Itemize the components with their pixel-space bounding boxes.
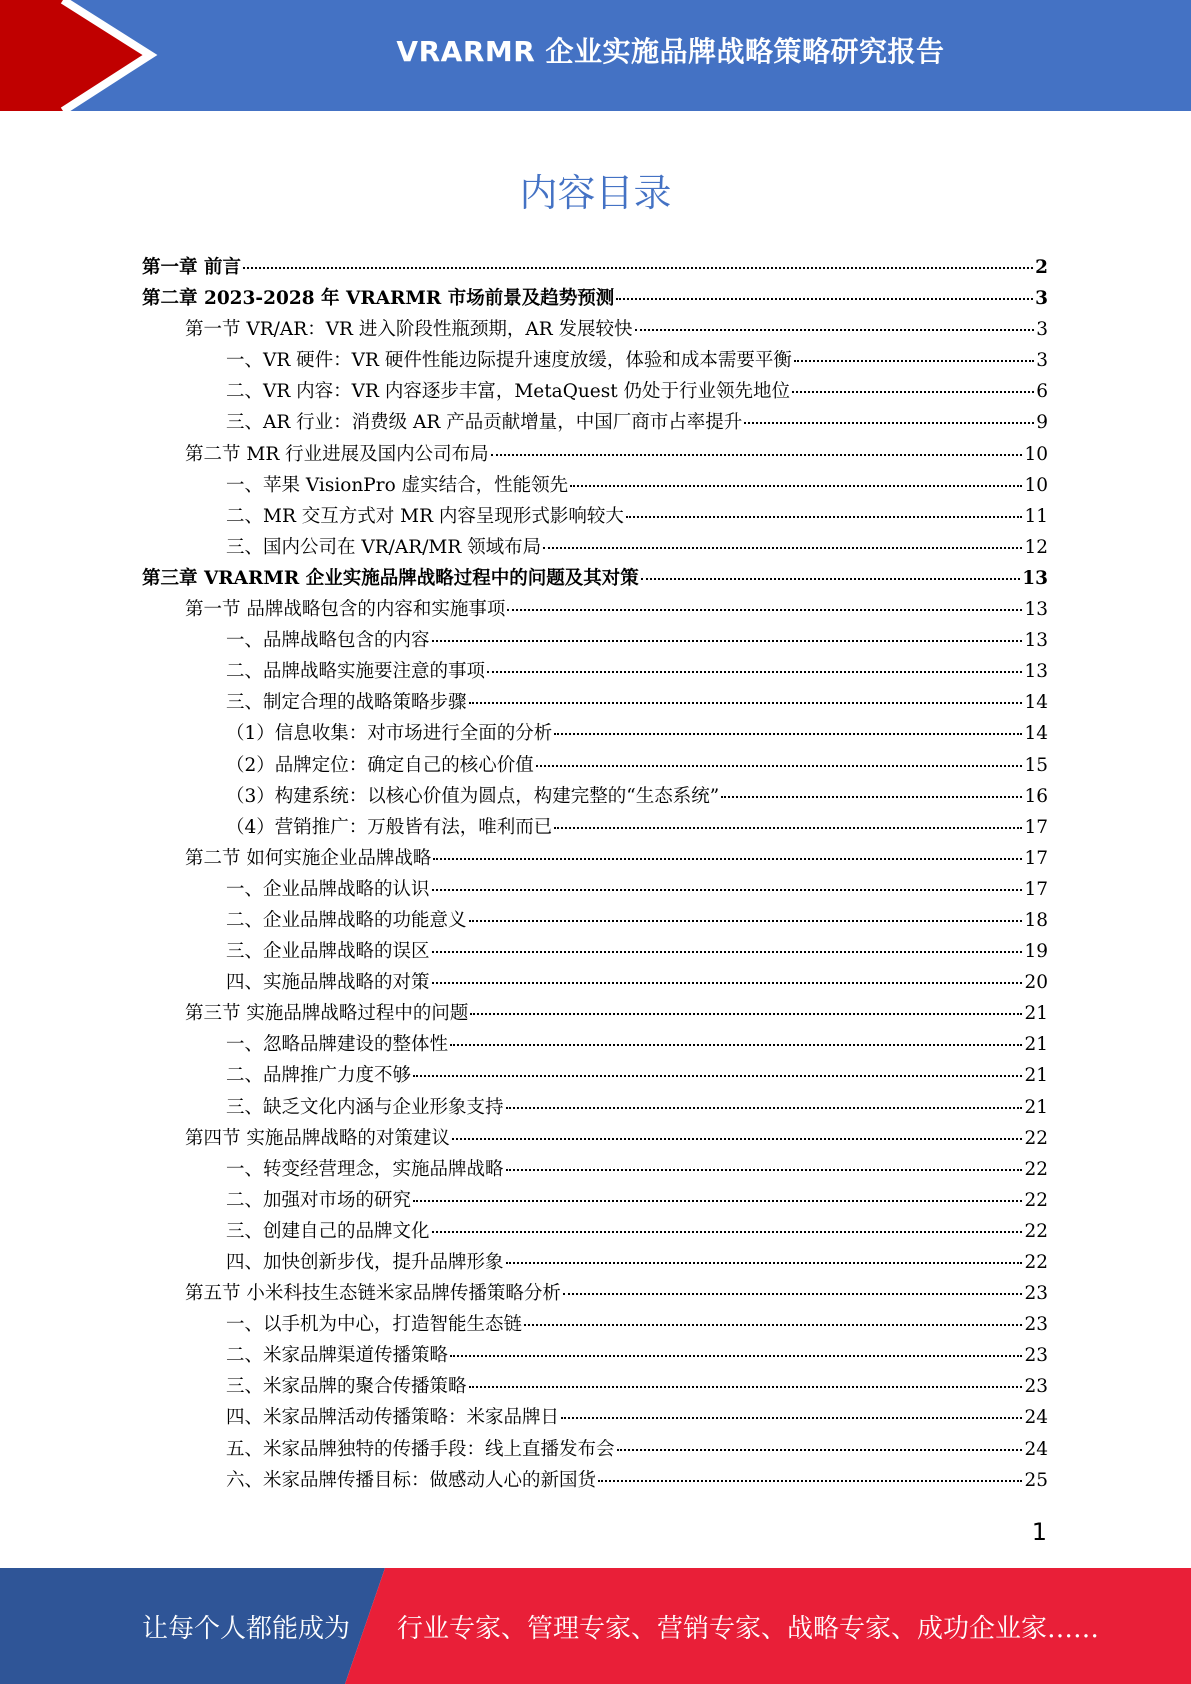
toc-dot-leader: [524, 1324, 1022, 1326]
toc-dot-leader: [469, 920, 1023, 922]
toc-dot-leader: [635, 329, 1035, 331]
toc-dot-leader: [243, 267, 1033, 269]
toc-entry[interactable]: [142, 1341, 1048, 1372]
toc-entry[interactable]: [142, 937, 1048, 968]
toc-entry-title: 二、米家品牌渠道传播策略: [226, 1345, 449, 1367]
toc-entry-title: 第五节 小米科技生态链米家品牌传播策略分析: [185, 1283, 561, 1305]
footer-band: [0, 1568, 1191, 1684]
toc-entry-page: 17: [1024, 847, 1048, 869]
toc-entry[interactable]: [142, 315, 1048, 346]
toc-entry-page: 21: [1024, 1003, 1048, 1025]
toc-entry-page: 11: [1024, 505, 1048, 527]
toc-entry-page: 3: [1035, 288, 1048, 310]
toc-entry-page: 13: [1024, 661, 1048, 683]
toc-entry-page: 13: [1024, 599, 1048, 621]
toc-entry-title: 一、苹果 VisionPro 虚实结合，性能领先: [226, 474, 569, 496]
toc-entry[interactable]: [142, 533, 1048, 564]
toc-entry[interactable]: [142, 1093, 1048, 1124]
toc-dot-leader: [432, 640, 1023, 642]
toc-entry-page: 21: [1024, 1034, 1048, 1056]
toc-dot-leader: [507, 609, 1022, 611]
toc-entry-title: 三、国内公司在 VR/AR/MR 领域布局: [226, 536, 542, 558]
toc-entry-title: 五、米家品牌独特的传播手段：线上直播发布会: [226, 1438, 615, 1460]
toc-dot-leader: [561, 1417, 1022, 1419]
toc-entry-title: 第四节 实施品牌战略的对策建议: [185, 1127, 450, 1149]
toc-entry-page: 20: [1024, 972, 1048, 994]
toc-entry-page: 25: [1024, 1469, 1048, 1491]
toc-entry-page: 22: [1024, 1158, 1048, 1180]
toc-entry-title: （2）品牌定位：确定自己的核心价值: [226, 754, 534, 776]
toc-entry-page: 23: [1024, 1345, 1048, 1367]
toc-entry-title: 三、企业品牌战略的误区: [226, 941, 430, 963]
toc-dot-leader: [554, 827, 1022, 829]
toc-entry-page: 15: [1024, 754, 1048, 776]
toc-entry[interactable]: [142, 906, 1048, 937]
toc-entry[interactable]: [142, 564, 1048, 595]
toc-entry[interactable]: [142, 688, 1048, 719]
toc-entry-page: 14: [1024, 723, 1048, 745]
toc-entry-title: 三、缺乏文化内涵与企业形象支持: [226, 1096, 504, 1118]
toc-dot-leader: [432, 1231, 1023, 1233]
toc-dot-leader: [598, 1480, 1022, 1482]
toc-dot-leader: [563, 1293, 1023, 1295]
toc-dot-leader: [536, 765, 1023, 767]
toc-dot-leader: [506, 1169, 1023, 1171]
toc-entry-page: 10: [1024, 474, 1048, 496]
toc-entry[interactable]: [142, 253, 1048, 284]
toc-entry[interactable]: [142, 719, 1048, 750]
toc-dot-leader: [794, 360, 1034, 362]
toc-dot-leader: [617, 1449, 1023, 1451]
toc-entry-page: 3: [1036, 319, 1048, 341]
toc-entry[interactable]: [142, 377, 1048, 408]
toc-entry-page: 22: [1024, 1127, 1048, 1149]
toc-dot-leader: [432, 889, 1023, 891]
toc-entry-page: 22: [1024, 1189, 1048, 1211]
toc-dot-leader: [744, 422, 1034, 424]
toc-dot-leader: [432, 982, 1023, 984]
toc-entry-title: 第三章 VRARMR 企业实施品牌战略过程中的问题及其对策: [142, 567, 639, 589]
toc-entry-title: （3）构建系统：以核心价值为圆点，构建完整的“生态系统”: [226, 785, 720, 807]
toc-dot-leader: [506, 1107, 1023, 1109]
toc-entry-title: 第一节 VR/AR：VR 进入阶段性瓶颈期，AR 发展较快: [185, 319, 633, 341]
toc-entry-page: 13: [1024, 630, 1048, 652]
toc-entry[interactable]: [142, 1155, 1048, 1186]
toc-entry-page: 24: [1024, 1407, 1048, 1429]
toc-entry-page: 9: [1036, 412, 1048, 434]
toc-dot-leader: [721, 796, 1022, 798]
toc-dot-leader: [469, 1386, 1023, 1388]
toc-entry-title: 一、忽略品牌建设的整体性: [226, 1034, 449, 1056]
toc-entry[interactable]: [142, 595, 1048, 626]
toc-entry-title: 第一章 前言: [142, 257, 241, 278]
toc-entry[interactable]: [142, 1435, 1048, 1466]
toc-entry[interactable]: [142, 875, 1048, 906]
toc-entry-title: 一、VR 硬件：VR 硬件性能边际提升速度放缓，体验和成本需要平衡: [226, 350, 792, 372]
toc-dot-leader: [616, 298, 1033, 300]
toc-entry-page: 6: [1036, 381, 1048, 403]
toc-entry-title: 四、实施品牌战略的对策: [226, 972, 430, 994]
toc-entry-page: 24: [1024, 1438, 1048, 1460]
toc-entry-title: 二、品牌推广力度不够: [226, 1065, 412, 1087]
toc-entry-title: 二、加强对市场的研究: [226, 1189, 412, 1211]
toc-entry-title: 第二章 2023-2028 年 VRARMR 市场前景及趋势预测: [142, 288, 615, 310]
toc-entry-page: 21: [1024, 1096, 1048, 1118]
toc-entry[interactable]: [142, 1466, 1048, 1497]
toc-entry-title: 四、加快创新步伐，提升品牌形象: [226, 1252, 504, 1273]
toc-dot-leader: [792, 391, 1034, 393]
toc-entry[interactable]: [142, 1030, 1048, 1061]
toc-entry-title: 三、米家品牌的聚合传播策略: [226, 1376, 467, 1398]
toc-entry-page: 2: [1035, 257, 1048, 278]
toc-entry[interactable]: [142, 968, 1048, 999]
toc-entry[interactable]: [142, 1061, 1048, 1092]
toc-entry-title: 第三节 实施品牌战略过程中的问题: [185, 1003, 469, 1025]
toc-entry[interactable]: [142, 471, 1048, 502]
toc-entry-page: 18: [1024, 909, 1048, 931]
toc-entry-title: 第二节 如何实施企业品牌战略: [185, 847, 432, 869]
toc-entry-page: 10: [1024, 443, 1048, 465]
toc-entry-page: 23: [1024, 1283, 1048, 1305]
toc-dot-leader: [506, 1262, 1023, 1264]
toc-entry-title: 二、企业品牌战略的功能意义: [226, 909, 467, 931]
toc-heading: 内容目录: [519, 171, 672, 215]
toc-dot-leader: [554, 733, 1022, 735]
toc-entry-title: 二、品牌战略实施要注意的事项: [226, 661, 486, 683]
toc-dot-leader: [469, 702, 1023, 704]
toc-entry-page: 14: [1024, 692, 1048, 714]
toc-dot-leader: [432, 951, 1023, 953]
toc-entry-title: 一、品牌战略包含的内容: [226, 630, 430, 652]
toc-entry[interactable]: [142, 657, 1048, 688]
toc-entry[interactable]: [142, 1310, 1048, 1341]
toc-entry[interactable]: [142, 440, 1048, 471]
toc-entry[interactable]: [142, 999, 1048, 1030]
toc-dot-leader: [470, 1013, 1022, 1015]
toc-entry-page: 19: [1024, 941, 1048, 963]
header-arrow-red: [0, 0, 150, 111]
toc-dot-leader: [413, 1200, 1022, 1202]
toc-entry[interactable]: [142, 408, 1048, 439]
toc-entry[interactable]: [142, 782, 1048, 813]
toc-entry-title: 三、AR 行业：消费级 AR 产品贡献增量，中国厂商市占率提升: [226, 412, 743, 434]
toc-entry-title: 三、制定合理的战略策略步骤: [226, 692, 467, 714]
toc-entry-page: 16: [1024, 785, 1048, 807]
toc-entry-title: 一、企业品牌战略的认识: [226, 878, 430, 900]
toc-entry-title: 六、米家品牌传播目标：做感动人心的新国货: [226, 1469, 597, 1491]
footer-slogan-left: 让每个人都能成为: [142, 1613, 351, 1644]
toc-entry[interactable]: [142, 1279, 1048, 1310]
toc-dot-leader: [626, 516, 1023, 518]
toc-entry-title: （1）信息收集：对市场进行全面的分析: [226, 723, 553, 745]
toc-entry[interactable]: [142, 844, 1048, 875]
toc-entry[interactable]: [142, 1372, 1048, 1403]
toc-entry[interactable]: [142, 751, 1048, 782]
toc-dot-leader: [543, 547, 1022, 549]
header-band: [0, 0, 1191, 111]
toc-entry-page: 3: [1036, 350, 1048, 372]
toc-entry[interactable]: [142, 1403, 1048, 1434]
toc-dot-leader: [487, 671, 1022, 673]
toc-entry-page: 23: [1024, 1376, 1048, 1398]
toc-dot-leader: [570, 485, 1022, 487]
toc-entry-title: 一、以手机为中心，打造智能生态链: [226, 1314, 523, 1336]
toc-entry-title: （4）营销推广：万般皆有法，唯利而已: [226, 816, 553, 838]
toc-entry-page: 13: [1022, 567, 1048, 589]
toc-entry[interactable]: [142, 1217, 1048, 1248]
toc-entry-title: 四、米家品牌活动传播策略：米家品牌日: [226, 1407, 560, 1429]
toc-entry-title: 第一节 品牌战略包含的内容和实施事项: [185, 599, 506, 621]
toc-entry-page: 22: [1024, 1252, 1048, 1273]
footer-slogan-right: 行业专家、管理专家、营销专家、战略专家、成功企业家……: [397, 1613, 1100, 1644]
toc-entry-title: 第二节 MR 行业进展及国内公司布局: [185, 443, 489, 465]
toc-entry-title: 二、VR 内容：VR 内容逐步丰富，MetaQuest 仍处于行业领先地位: [226, 381, 791, 403]
table-of-contents: [142, 253, 1048, 1497]
toc-dot-leader: [433, 858, 1022, 860]
toc-entry-page: 12: [1024, 536, 1048, 558]
toc-entry-page: 17: [1024, 816, 1048, 838]
toc-dot-leader: [452, 1138, 1023, 1140]
toc-entry-page: 21: [1024, 1065, 1048, 1087]
toc-entry[interactable]: [142, 1124, 1048, 1155]
toc-entry[interactable]: [142, 1186, 1048, 1217]
toc-entry-page: 22: [1024, 1220, 1048, 1242]
toc-entry-title: 二、MR 交互方式对 MR 内容呈现形式影响较大: [226, 505, 624, 527]
toc-entry-title: 三、创建自己的品牌文化: [226, 1220, 430, 1242]
toc-entry-page: 17: [1024, 878, 1048, 900]
toc-dot-leader: [641, 578, 1021, 580]
toc-entry[interactable]: [142, 813, 1048, 844]
toc-entry[interactable]: [142, 626, 1048, 657]
toc-entry[interactable]: [142, 346, 1048, 377]
toc-dot-leader: [413, 1075, 1022, 1077]
toc-dot-leader: [450, 1355, 1022, 1357]
page-number: 1: [1031, 1518, 1047, 1546]
toc-entry[interactable]: [142, 502, 1048, 533]
report-title: VRARMR 企业实施品牌战略策略研究报告: [396, 35, 945, 68]
toc-entry-page: 23: [1024, 1314, 1048, 1336]
toc-entry[interactable]: [142, 284, 1048, 315]
toc-entry[interactable]: [142, 1248, 1048, 1279]
toc-dot-leader: [450, 1044, 1022, 1046]
toc-dot-leader: [491, 454, 1023, 456]
toc-entry-title: 一、转变经营理念，实施品牌战略: [226, 1158, 504, 1180]
